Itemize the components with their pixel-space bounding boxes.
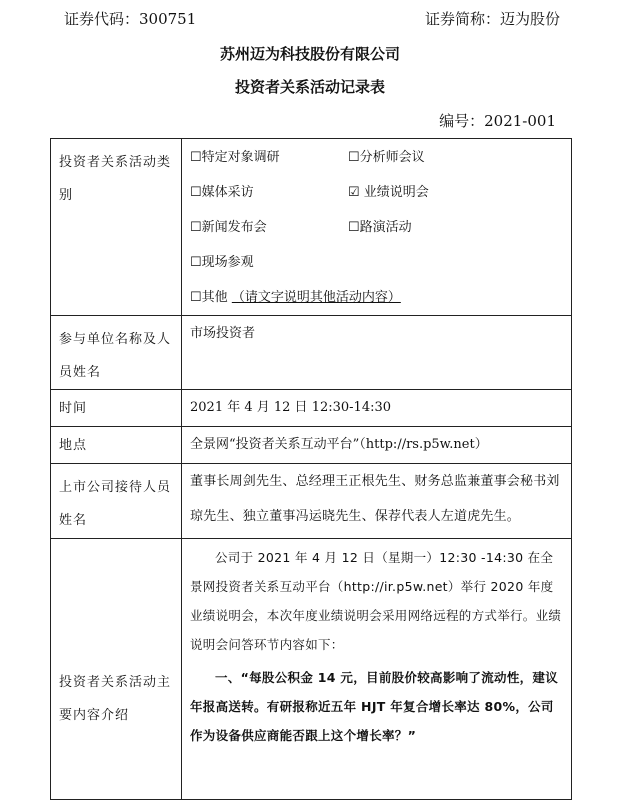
row-receptionists [51, 464, 572, 539]
checkbox-icon[interactable]: ☐ [190, 255, 202, 270]
checkbox-icon[interactable]: ☐ [348, 150, 360, 165]
option-label: 路演活动 [359, 220, 412, 235]
option-other[interactable] [190, 280, 565, 315]
main-content-label: 投资者关系活动主要内容介绍 [51, 539, 182, 800]
main-content-question-1: 一、“每股公积金 14 元，目前股价较高影响了流动性，建议年报高送转。有研报称近五年 HJT 年复合增长率达 80%，公司作为设备供应商能否跟上这个增长率？” [190, 670, 559, 743]
time-text: 2021 年 4 月 12 日 12:30-14:30 [190, 400, 392, 415]
location-value [182, 427, 572, 464]
receptionists-label: 上市公司接待人员姓名 [51, 464, 182, 539]
option-label: 媒体采访 [201, 185, 254, 200]
main-content-intro: 公司于 2021 年 4 月 12 日（星期一）12:30 -14:30 在全景网投资者关系互动平台（http://ir.p5w.net）举行 2020 年度业绩说明会，本次年度业绩说明会采用网络远程的方式举行。业绩说明会问答环节内容如下： [190, 550, 562, 652]
checkbox-icon[interactable]: ☐ [190, 185, 202, 200]
row-main-content [51, 539, 572, 800]
option-label: 新闻发布会 [201, 220, 267, 235]
row-time [51, 390, 572, 427]
checkbox-icon[interactable]: ☐ [190, 220, 202, 235]
option-media-interview[interactable] [190, 175, 348, 210]
document-number: 编号：2021-001 [439, 112, 556, 130]
row-participants [51, 316, 572, 390]
main-content-value [182, 539, 572, 800]
receptionists-text: 董事长周剑先生、总经理王正根先生、财务总监兼董事会秘书刘琼先生、独立董事冯运晓先生、保荐代表人左道虎先生。 [190, 474, 560, 524]
activity-type-options [182, 139, 572, 316]
option-analyst-meeting[interactable] [348, 140, 565, 175]
option-label: 现场参观 [201, 255, 254, 270]
option-roadshow[interactable] [348, 210, 565, 245]
other-description: （请文字说明其他活动内容） [231, 290, 401, 305]
checkbox-icon[interactable]: ☐ [348, 220, 360, 235]
row-activity-type [51, 139, 572, 316]
participants-label: 参与单位名称及人员姓名 [51, 316, 182, 390]
receptionists-value [182, 464, 572, 539]
time-value [182, 390, 572, 427]
company-name: 苏州迈为科技股份有限公司 [219, 45, 400, 63]
checkbox-icon[interactable]: ☐ [190, 290, 202, 305]
option-press-conference[interactable] [190, 210, 348, 245]
time-label: 时间 [51, 390, 182, 427]
record-table [50, 138, 572, 800]
option-label: 业绩说明会 [363, 185, 429, 200]
securities-code: 证券代码：300751 [64, 10, 197, 28]
checkbox-checked-icon[interactable]: ☑ [348, 185, 360, 200]
option-label: 分析师会议 [359, 150, 425, 165]
location-text: 全景网“投资者关系互动平台”（http://rs.p5w.net） [190, 437, 488, 452]
location-label: 地点 [51, 427, 182, 464]
row-location [51, 427, 572, 464]
activity-type-label: 投资者关系活动类别 [51, 139, 182, 316]
option-site-visit[interactable] [190, 245, 565, 280]
option-label: 特定对象调研 [201, 150, 280, 165]
option-label: 其他 [201, 290, 228, 305]
participants-value [182, 316, 572, 390]
checkbox-icon[interactable]: ☐ [190, 150, 202, 165]
option-specific-research[interactable] [190, 140, 348, 175]
option-earnings-call[interactable] [348, 175, 565, 210]
document-title: 投资者关系活动记录表 [234, 78, 385, 96]
securities-abbreviation: 证券简称：迈为股份 [424, 10, 560, 28]
participants-text: 市场投资者 [190, 326, 256, 341]
